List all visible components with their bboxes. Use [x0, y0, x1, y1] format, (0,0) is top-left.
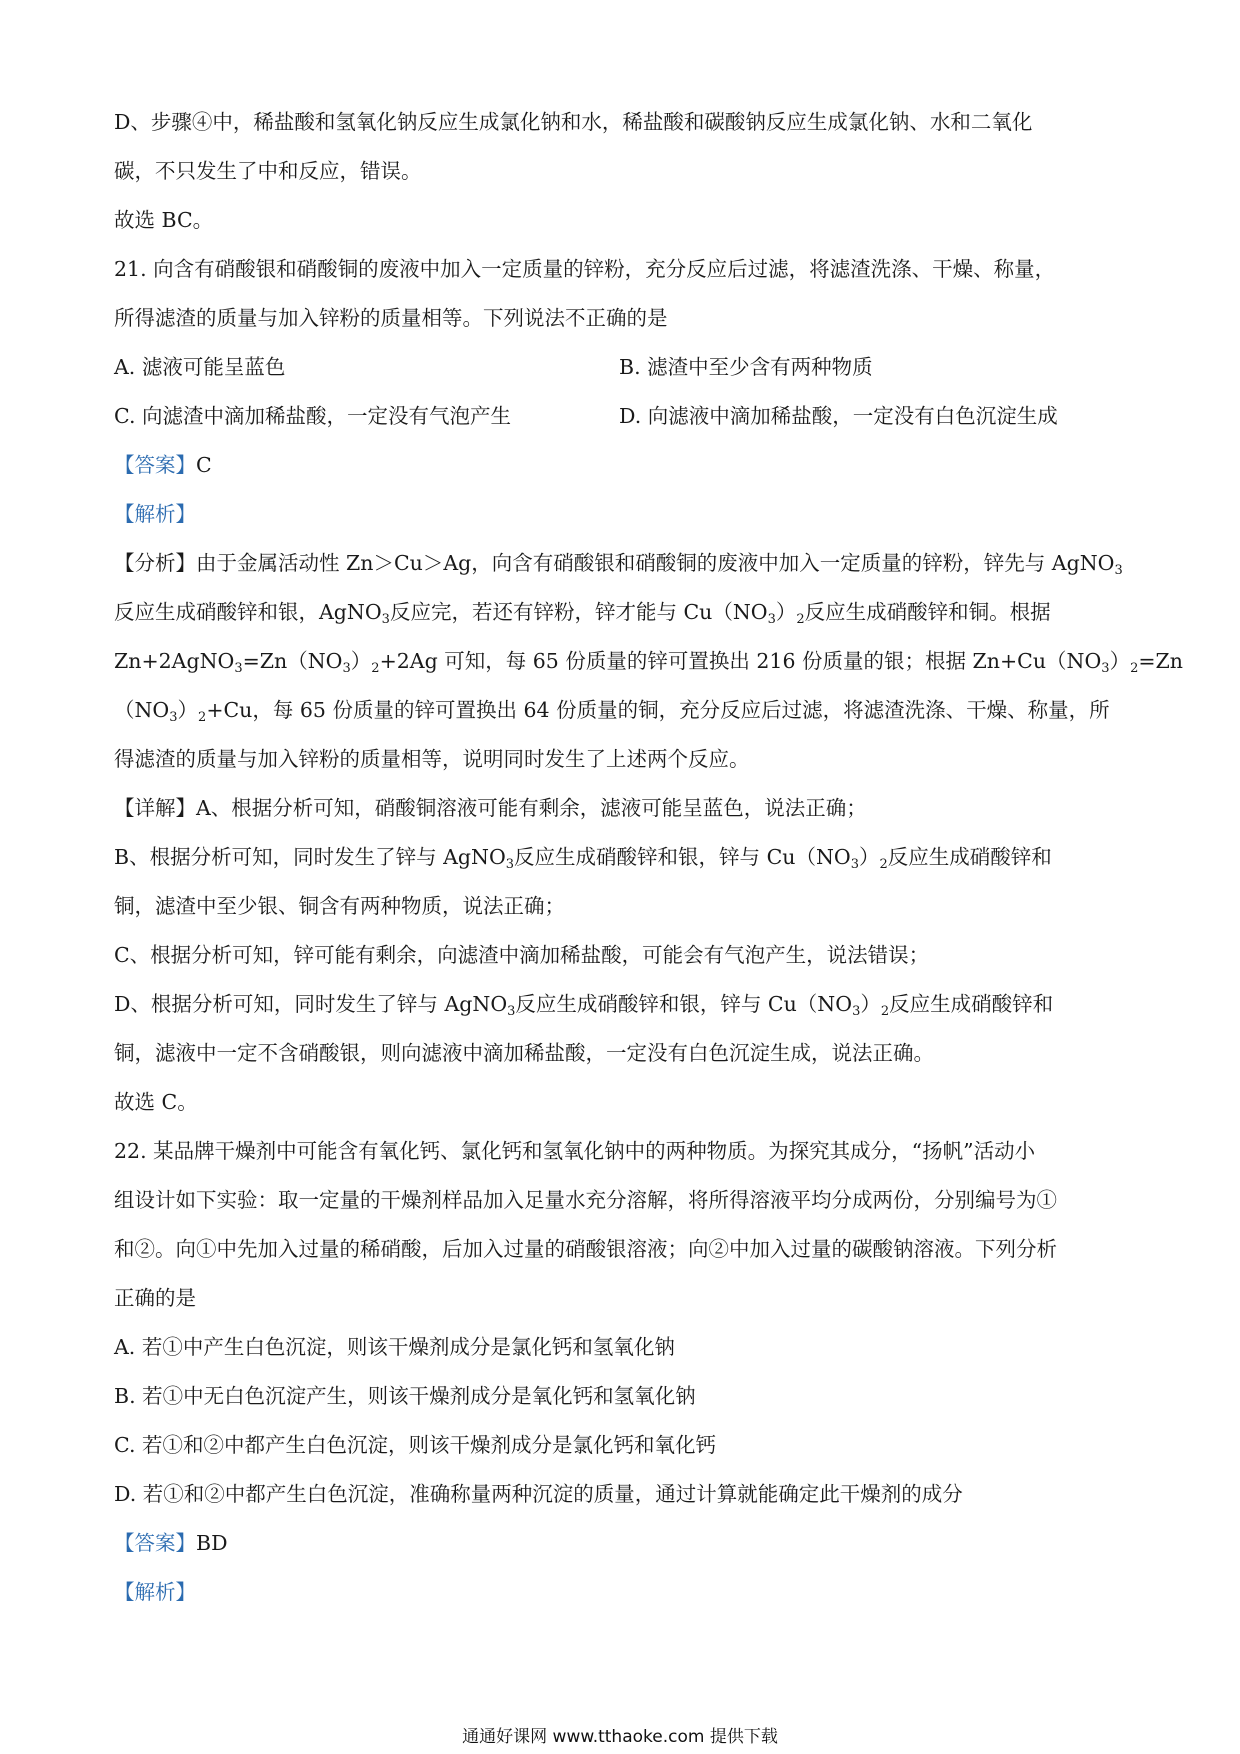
- q22-stem: 正确的是: [114, 1286, 196, 1310]
- q21-fenxi-line: [114, 588, 1134, 637]
- prev-option-d-line: 碳，不只发生了中和反应，错误。: [114, 159, 422, 183]
- text-run: 反应完，若还有锌粉，锌才能与 Cu（NO: [389, 600, 768, 624]
- subscript: 3: [342, 661, 351, 676]
- text-run: ）: [775, 600, 797, 624]
- subscript: 3: [505, 857, 515, 872]
- text-run: =Zn（NO: [242, 649, 343, 673]
- subscript: 3: [850, 857, 859, 872]
- subscript: 2: [880, 1004, 890, 1019]
- q22-stem: 组设计如下实验：取一定量的干燥剂样品加入足量水充分溶解，将所得溶液平均分成两份，分别编号为①: [114, 1188, 1057, 1212]
- q21-answer: [114, 441, 1134, 490]
- text-run: +Cu，每 65 份质量的锌可置换出 64 份质量的铜，充分反应后过滤，将滤渣洗涤、干燥、称量，所: [206, 698, 1110, 722]
- page-footer: 通通好课网 www.tthaoke.com 提供下载: [462, 1727, 778, 1747]
- q21-xiangjie-line: 铜，滤液中一定不含硝酸银，则向滤液中滴加稀盐酸，一定没有白色沉淀生成，说法正确。: [114, 1041, 934, 1065]
- q22-stem: 和②。向①中先加入过量的稀硝酸，后加入过量的硝酸银溶液；向②中加入过量的碳酸钠溶液。下列分析: [114, 1237, 1057, 1261]
- prev-conclusion: 故选 BC。: [114, 208, 214, 232]
- document-body: [114, 98, 1183, 1617]
- text-run: ）: [860, 992, 881, 1016]
- answer-value: BD: [196, 1531, 228, 1555]
- analysis-tag: 【解析】: [114, 502, 196, 526]
- analysis-tag: 【解析】: [114, 1580, 196, 1604]
- q21-fenxi-line: [114, 637, 1183, 686]
- answer-tag: 【答案】: [114, 1531, 196, 1555]
- text-run: ）: [350, 649, 372, 673]
- subscript: 2: [1130, 661, 1139, 676]
- q21-fenxi-line: [114, 539, 1134, 588]
- text-run: 反应生成硝酸锌和: [889, 992, 1054, 1016]
- q22-option-b: B. 若①中无白色沉淀产生，则该干燥剂成分是氧化钙和氢氧化钠: [114, 1384, 696, 1408]
- text-run: B、根据分析可知，同时发生了锌与 AgNO: [114, 845, 506, 869]
- q21-options-row: [114, 392, 1134, 441]
- q22-analysis-heading: [114, 1568, 1134, 1617]
- subscript: 2: [198, 710, 207, 725]
- text-run: 由于金属活动性 Zn＞Cu＞Ag，向含有硝酸银和硝酸铜的废液中加入一定质量的锌粉，锌先与 AgNO: [196, 551, 1115, 575]
- q21-option-b: B. 滤渣中至少含有两种物质: [619, 355, 873, 379]
- text-run: ）: [858, 845, 880, 869]
- subscript: 3: [507, 1004, 516, 1019]
- prev-option-d-line: D、步骤④中，稀盐酸和氢氧化钠反应生成氯化钠和水，稀盐酸和碳酸钠反应生成氯化钠、水和二氧化: [114, 110, 1033, 134]
- subscript: 3: [381, 612, 390, 627]
- q22-option-d: D. 若①和②中都产生白色沉淀，准确称量两种沉淀的质量，通过计算就能确定此干燥剂的成分: [114, 1482, 963, 1506]
- subscript: 3: [767, 612, 776, 627]
- answer-value: C: [196, 453, 212, 477]
- q22-option-a: A. 若①中产生白色沉淀，则该干燥剂成分是氯化钙和氢氧化钠: [114, 1335, 675, 1359]
- text-run: =Zn: [1138, 649, 1183, 673]
- q21-option-d: D. 向滤液中滴加稀盐酸，一定没有白色沉淀生成: [619, 404, 1058, 428]
- text-run: A、根据分析可知，硝酸铜溶液可能有剩余，滤液可能呈蓝色，说法正确；: [196, 796, 867, 820]
- q21-xiangjie-line: [114, 784, 1134, 833]
- text-run: D、根据分析可知，同时发生了锌与 AgNO: [114, 992, 508, 1016]
- text-run: （NO: [114, 698, 170, 722]
- q21-stem: 21. 向含有硝酸银和硝酸铜的废液中加入一定质量的锌粉，充分反应后过滤，将滤渣洗涤、干燥、称量，: [114, 257, 1056, 281]
- subscript: 3: [169, 710, 178, 725]
- q21-option-a: A. 滤液可能呈蓝色: [114, 355, 286, 379]
- q21-xiangjie-line: [114, 833, 1134, 882]
- text-run: 反应生成硝酸锌和铜。根据: [804, 600, 1051, 624]
- text-run: 反应生成硝酸锌和银，锌与 Cu（NO: [514, 845, 851, 869]
- subscript: 3: [852, 1004, 861, 1019]
- answer-tag: 【答案】: [114, 453, 196, 477]
- fenxi-tag: 【分析】: [114, 551, 196, 575]
- subscript: 3: [234, 661, 243, 676]
- q22-stem: 22. 某品牌干燥剂中可能含有氧化钙、氯化钙和氢氧化钠中的两种物质。为探究其成分，“扬帆”活动小: [114, 1139, 1036, 1163]
- xiangjie-tag: 【详解】: [114, 796, 196, 820]
- q21-analysis-heading: [114, 490, 1134, 539]
- text-run: 反应生成硝酸锌和银，AgNO: [114, 600, 382, 624]
- q21-xiangjie-line: 铜，滤渣中至少银、铜含有两种物质，说法正确；: [114, 894, 565, 918]
- text-run: ）: [177, 698, 199, 722]
- text-run: +2Ag 可知，每 65 份质量的锌可置换出 216 份质量的银；根据 Zn+Cu（NO: [379, 649, 1102, 673]
- text-run: 反应生成硝酸锌和: [887, 845, 1052, 869]
- q22-option-c: C. 若①和②中都产生白色沉淀，则该干燥剂成分是氯化钙和氧化钙: [114, 1433, 716, 1457]
- q21-xiangjie-line: [114, 980, 1134, 1029]
- subscript: 3: [1101, 661, 1110, 676]
- text-run: 反应生成硝酸锌和银，锌与 Cu（NO: [515, 992, 853, 1016]
- subscript: 2: [879, 857, 888, 872]
- text-run: Zn+2AgNO: [114, 649, 235, 673]
- q21-xiangjie-line: C、根据分析可知，锌可能有剩余，向滤渣中滴加稀盐酸，可能会有气泡产生，说法错误；: [114, 943, 930, 967]
- q21-options-row: [114, 343, 1134, 392]
- text-run: ）: [1109, 649, 1131, 673]
- q21-fenxi-line: 得滤渣的质量与加入锌粉的质量相等，说明同时发生了上述两个反应。: [114, 747, 750, 771]
- q21-conclusion: 故选 C。: [114, 1090, 198, 1114]
- q21-option-c: C. 向滤渣中滴加稀盐酸，一定没有气泡产生: [114, 404, 511, 428]
- subscript: 2: [371, 661, 380, 676]
- q21-fenxi-line: [114, 686, 1134, 735]
- subscript: 2: [796, 612, 805, 627]
- q22-answer: [114, 1519, 1134, 1568]
- q21-stem: 所得滤渣的质量与加入锌粉的质量相等。下列说法不正确的是: [114, 306, 668, 330]
- subscript: 3: [1114, 563, 1123, 578]
